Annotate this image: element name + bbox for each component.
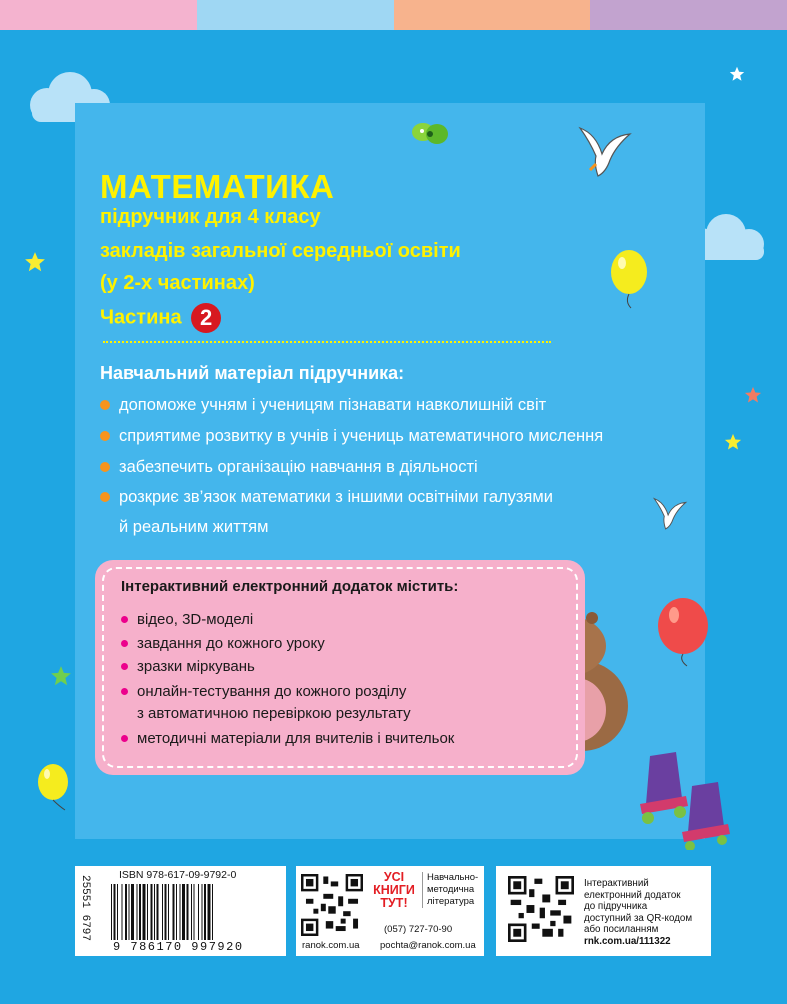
barcode-bar — [162, 884, 163, 940]
barcode-bar — [157, 884, 159, 940]
barcode-bar — [111, 884, 112, 940]
barcode-bar — [187, 884, 189, 940]
publisher-box — [296, 866, 484, 956]
list-item-text: забезпечить організацію навчання в діяльності — [119, 458, 478, 476]
bullet-dot-icon — [100, 400, 110, 410]
barcode-bar — [198, 884, 199, 940]
isbn-barcode-box — [75, 866, 286, 956]
dotted-divider — [103, 341, 551, 343]
bullet-dot-icon — [121, 735, 128, 742]
book-title: МАТЕМАТИКА — [100, 168, 335, 205]
category-line: Навчально- — [427, 872, 479, 883]
interactive-item-text: методичні матеріали для вчителів і вчительок — [137, 730, 455, 747]
barcode-bar — [154, 884, 155, 940]
barcode-bar — [202, 884, 203, 940]
publisher-slogan — [368, 871, 420, 910]
list-item-text: допоможе учням і ученицям пізнавати навколишній світ — [119, 396, 547, 414]
app-info-link[interactable]: rnk.com.ua/111322 — [584, 935, 671, 947]
subtitle-line-1: підручник для 4 класу — [100, 206, 321, 228]
material-heading: Навчальний матеріал підручника: — [100, 363, 405, 383]
barcode-bar — [117, 884, 118, 940]
interactive-item-continuation: з автоматичною перевіркою результату — [137, 705, 411, 722]
barcode-bar — [151, 884, 153, 940]
yellow-balloon-icon — [607, 248, 651, 310]
app-info-box — [496, 866, 711, 956]
bullet-dot-icon — [100, 492, 110, 502]
yellow-balloon-icon — [35, 762, 75, 812]
barcode-icon — [109, 884, 281, 940]
seagull-icon — [576, 124, 634, 184]
barcode-bar — [212, 884, 213, 940]
subtitle-line-2: закладів загальної середньої освіти — [100, 240, 461, 262]
barcode-bar — [129, 884, 130, 940]
interactive-item-text: відео, 3D-моделі — [137, 611, 254, 628]
barcode-bar — [147, 884, 148, 940]
interactive-title: Інтерактивний електронний додаток містить: — [121, 578, 459, 595]
roller-skates-icon — [636, 746, 736, 850]
barcode-bar — [168, 884, 169, 940]
slogan-line: ТУТ! — [380, 896, 408, 910]
interactive-item — [121, 683, 406, 700]
barcode-bar — [191, 884, 192, 940]
bullet-dot-icon — [121, 663, 128, 670]
star-icon — [50, 665, 72, 687]
interactive-item — [121, 635, 325, 652]
app-info-line: доступний за QR-кодом — [584, 912, 693, 924]
barcode-digits: 9 786170 997920 — [113, 940, 244, 954]
list-item — [100, 488, 553, 507]
barcode-bar — [182, 884, 185, 940]
seagull-icon — [650, 496, 690, 534]
top-color-strip — [0, 0, 787, 30]
qr-code-icon — [301, 874, 363, 936]
barcode-bar — [208, 884, 211, 940]
star-icon — [744, 386, 762, 404]
qr-code-icon — [508, 876, 574, 942]
star-icon — [24, 251, 46, 273]
strip-purple — [590, 0, 787, 30]
part-number-badge: 2 — [191, 303, 221, 333]
list-item — [100, 427, 603, 446]
app-info-line: до підручника — [584, 901, 648, 912]
part-line — [100, 303, 221, 333]
star-icon — [729, 66, 745, 82]
app-info-line: Інтерактивний — [584, 878, 649, 889]
interactive-item — [121, 658, 255, 675]
publisher-phone: (057) 727-70-90 — [384, 924, 453, 935]
barcode-bar — [122, 884, 123, 940]
bullet-dot-icon — [121, 616, 128, 623]
star-icon — [724, 433, 742, 451]
subtitle-line-3: (у 2-х частинах) — [100, 272, 255, 294]
part-label: Частина — [100, 306, 182, 329]
category-line: література — [427, 896, 475, 907]
bullet-dot-icon — [100, 462, 110, 472]
barcode-bar — [165, 884, 167, 940]
app-info-line: або посиланням — [584, 924, 659, 935]
interactive-item-text: завдання до кожного уроку — [137, 635, 325, 652]
list-item — [100, 458, 478, 477]
isbn-label: ISBN 978-617-09-9792-0 — [119, 869, 237, 881]
barcode-bar — [137, 884, 138, 940]
barcode-bar — [131, 884, 134, 940]
list-item — [100, 396, 546, 415]
publisher-email[interactable]: pochta@ranok.com.ua — [380, 940, 476, 951]
bullet-dot-icon — [121, 640, 128, 647]
barcode-bar — [180, 884, 181, 940]
interactive-item — [121, 611, 253, 628]
barcode-bar — [194, 884, 195, 940]
list-item-text: розкриє зв’язок математики з іншими освітніми галузями — [119, 488, 553, 506]
category-line: методична — [427, 884, 475, 895]
interactive-item — [121, 730, 454, 747]
barcode-bar — [114, 884, 116, 940]
publisher-site[interactable]: ranok.com.ua — [302, 940, 360, 951]
barcode-bar — [125, 884, 127, 940]
interactive-item-text: онлайн-тестування до кожного розділу — [137, 683, 407, 700]
list-item-continuation: й реальним життям — [119, 518, 269, 536]
isbn-side-number: 25551 6797 — [79, 874, 91, 941]
app-info-text — [584, 878, 692, 947]
barcode-bar — [176, 884, 177, 940]
barcode-bar — [139, 884, 141, 940]
red-balloon-icon — [655, 596, 711, 668]
bullet-dot-icon — [100, 431, 110, 441]
barcode-bar — [204, 884, 206, 940]
bullet-dot-icon — [121, 688, 128, 695]
slogan-line: УСІ — [383, 870, 405, 884]
app-info-line: електронний додаток — [584, 889, 681, 901]
barcode-bar — [173, 884, 175, 940]
strip-orange — [394, 0, 591, 30]
barcode-bar — [143, 884, 146, 940]
strip-pink — [0, 0, 197, 30]
strip-blue — [197, 0, 394, 30]
butterfly-icon — [410, 118, 450, 152]
publisher-category — [422, 872, 478, 908]
slogan-line: КНИГИ — [373, 883, 415, 897]
interactive-item-text: зразки міркувань — [137, 658, 255, 675]
list-item-text: сприятиме розвитку в учнів і учениць математичного мислення — [119, 427, 604, 445]
